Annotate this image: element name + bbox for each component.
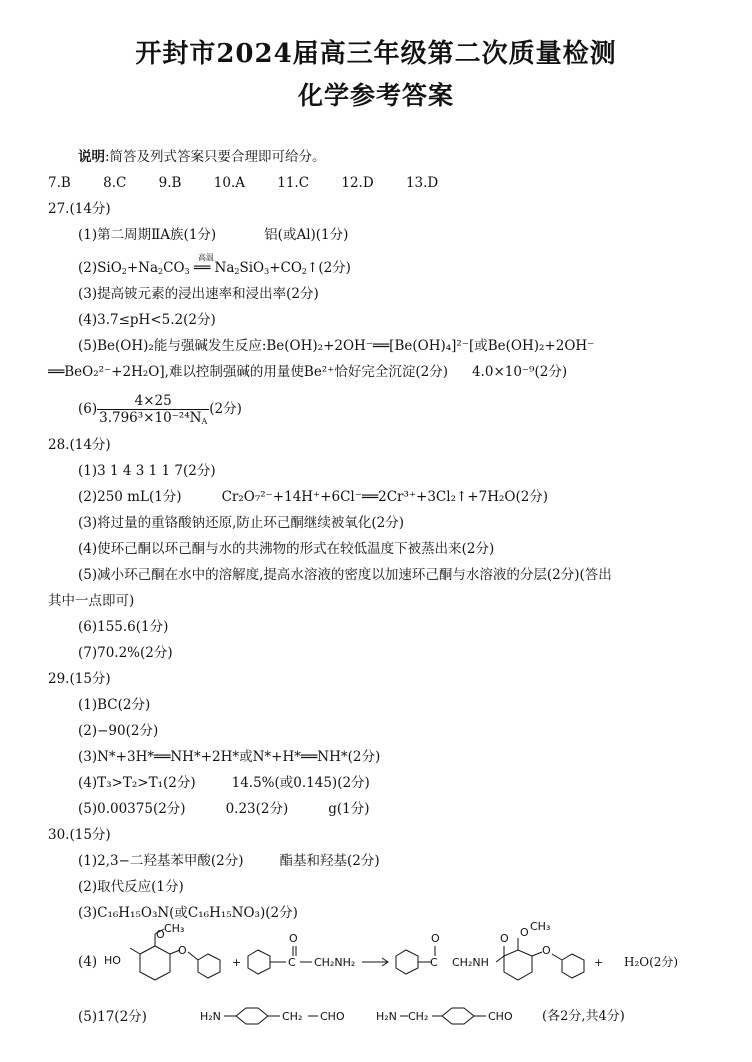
fraction <box>97 393 209 426</box>
q30-answer-3: (3)C₁₆H₁₅O₃N(或C₁₆H₁₅NO₃)(2分) <box>78 905 298 921</box>
c-label: C <box>430 956 438 969</box>
q27-answer-2: $(2)SiO_2+Na_2CO_3$ 高温 ══ $Na_2SiO_3+CO_2↑(2$分) <box>78 259 351 277</box>
q28-answer-2 <box>78 488 548 506</box>
h2n-label: H₂N <box>376 1010 397 1023</box>
q30-answer-1 <box>78 852 380 870</box>
mc-answer: 12.D <box>341 175 374 191</box>
reaction-scheme <box>100 920 620 992</box>
q28-answer-3: (3)将过量的重铬酸钠还原,防止环己酮继续被氧化(2分) <box>78 515 405 531</box>
q28-answer-1: (1)3 1 4 3 1 1 7(2分) <box>78 463 216 479</box>
q28-answer-2a: (2)250 mL(1分) <box>78 489 182 505</box>
q28-answer-5-line1: (5)减小环己酮在水中的溶解度,提高水溶液的密度以加速环己酮与水溶液的分层(2分)(答出 <box>78 567 612 583</box>
q27-answer-5-text: ══BeO₂²⁻+2H₂O],难以控制强碱的用量使Be²⁺恰好完全沉淀(2分) <box>48 364 448 380</box>
formula-part: SiO <box>239 260 265 276</box>
ch2-label: CH₂ <box>408 1010 429 1023</box>
formula-part: CO <box>163 260 185 276</box>
denominator-subscript: A <box>201 417 208 426</box>
q27-heading: 27.(14分) <box>48 201 111 217</box>
q29-answer-4b: 14.5%(或0.145)(2分) <box>231 775 370 791</box>
ch3-label: CH₃ <box>530 920 551 933</box>
q29-answer-1: (1)BC(2分) <box>78 697 151 713</box>
plus-sign: + <box>594 956 604 969</box>
mc-answer: 11.C <box>277 175 310 191</box>
o-label: O <box>178 944 187 957</box>
h2n-label: H₂N <box>200 1010 221 1023</box>
denominator-text: 3.796³×10⁻²⁴N <box>99 410 202 426</box>
q29-answer-5a: (5)0.00375(2分) <box>78 801 186 817</box>
fraction-denominator <box>97 410 209 426</box>
ho-label: HO <box>104 954 121 967</box>
document-title: 开封市2024届高三年级第二次质量检测 <box>135 39 617 69</box>
q30-answer-1b: 酯基和羟基(2分) <box>279 853 380 869</box>
q30-answer-4-water: H₂O(2分) <box>624 955 679 969</box>
mc-answer: 13.D <box>405 175 439 191</box>
plus-sign: + <box>232 956 242 969</box>
q27-answer-1b: 铝(或Al)(1分) <box>264 227 349 243</box>
q29-answer-4 <box>78 774 370 792</box>
q30-answer-2: (2)取代反应(1分) <box>78 879 184 895</box>
o-label: O <box>520 926 529 939</box>
ch3-label: CH₃ <box>164 922 185 935</box>
q28-answer-5-line2: 其中一点即可) <box>48 593 135 609</box>
q29-answer-2: (2)−90(2分) <box>78 723 159 739</box>
q28-heading: 28.(14分) <box>48 437 111 453</box>
mc-answer: 7.B <box>48 175 71 191</box>
o-label: O <box>431 932 440 945</box>
mc-answer: 9.B <box>158 175 182 191</box>
cho-label: CHO <box>320 1010 345 1023</box>
c-label: C <box>288 956 296 969</box>
reactant-1-structure <box>104 922 220 980</box>
note-line <box>78 148 326 166</box>
answer-number: (6) <box>78 401 98 417</box>
q27-answer-5-value: 4.0×10⁻⁹(2分) <box>471 364 568 380</box>
q30-heading: 30.(15分) <box>48 827 111 843</box>
document-subtitle: 化学参考答案 <box>297 81 454 110</box>
note-text: :简答及列式答案只要合理即可给分。 <box>105 149 326 165</box>
o-label: O <box>156 928 165 941</box>
o-label: O <box>542 944 551 957</box>
q30-answer-1a: (1)2,3−二羟基苯甲酸(2分) <box>78 853 244 869</box>
q27-answer-4: (4)3.7≤pH<5.2(2分) <box>78 312 216 328</box>
cho-label: CHO <box>488 1010 513 1023</box>
ch2nh-label: CH₂NH <box>452 956 489 969</box>
q28-answer-4: (4)使环己酮以环己酮与水的共沸物的形式在较低温度下被蒸出来(2分) <box>78 541 495 557</box>
q29-answer-3: (3)N*+3H*══NH*+2H*或N*+H*══NH*(2分) <box>78 749 381 765</box>
q27-answer-1a: (1)第二周期ⅡA族(1分) <box>78 227 217 243</box>
q29-answer-4a: (4)T₃>T₂>T₁(2分) <box>78 775 196 791</box>
q27-answer-3: (3)提高铍元素的浸出速率和浸出率(2分) <box>78 286 319 302</box>
q29-answer-5c: g(1分) <box>328 801 370 817</box>
ch2-label: CH₂ <box>282 1010 303 1023</box>
note-label: 说明 <box>78 149 105 165</box>
o-label: O <box>500 932 509 945</box>
reaction-condition: 高温 <box>197 253 214 262</box>
q30-answer-4-label: (4) <box>78 954 98 970</box>
isomer-1-structure <box>200 1008 345 1024</box>
q29-answer-5b: 0.23(2分) <box>225 801 289 817</box>
q29-heading: 29.(15分) <box>48 671 111 687</box>
q29-answer-5 <box>78 800 370 818</box>
fraction-numerator: 4×25 <box>97 393 209 410</box>
o-label: O <box>289 932 298 945</box>
mc-answer: 8.C <box>103 175 127 191</box>
isomer-structures <box>196 998 536 1034</box>
product-structure <box>396 920 584 980</box>
mc-answer: 10.A <box>213 175 245 191</box>
q28-answer-6: (6)155.6(1分) <box>78 619 169 635</box>
q28-answer-7: (7)70.2%(2分) <box>78 645 173 661</box>
q27-answer-1 <box>78 226 348 244</box>
formula-part: ↑(2分) <box>307 260 351 276</box>
q27-answer-5-line2 <box>48 363 567 381</box>
q27-answer-6 <box>78 392 242 426</box>
formula-part: (2)SiO <box>78 260 122 276</box>
q30-answer-5-score: (各2分,共4分) <box>542 1009 625 1024</box>
q30-answer-5-label: (5)17(2分) <box>78 1009 147 1025</box>
isomer-2-structure <box>376 1008 513 1024</box>
formula-part: +Na <box>126 260 159 276</box>
score: (2分) <box>209 401 242 417</box>
mc-answers <box>48 174 438 192</box>
reaction-arrow-high-temp: 高温 ══ <box>194 259 210 277</box>
q27-answer-5-line1: (5)Be(OH)₂能与强碱发生反应:Be(OH)₂+2OH⁻══[Be(OH)₄]²⁻[或Be(OH)₂+2OH⁻ <box>78 338 595 354</box>
formula-part: Na <box>214 260 235 276</box>
q28-answer-2b: Cr₂O₇²⁻+14H⁺+6Cl⁻══2Cr³⁺+3Cl₂↑+7H₂O(2分) <box>221 489 549 505</box>
ch2nh2-label: CH₂NH₂ <box>314 956 356 969</box>
formula-part: +CO <box>269 260 302 276</box>
reactant-2-structure <box>248 932 355 974</box>
